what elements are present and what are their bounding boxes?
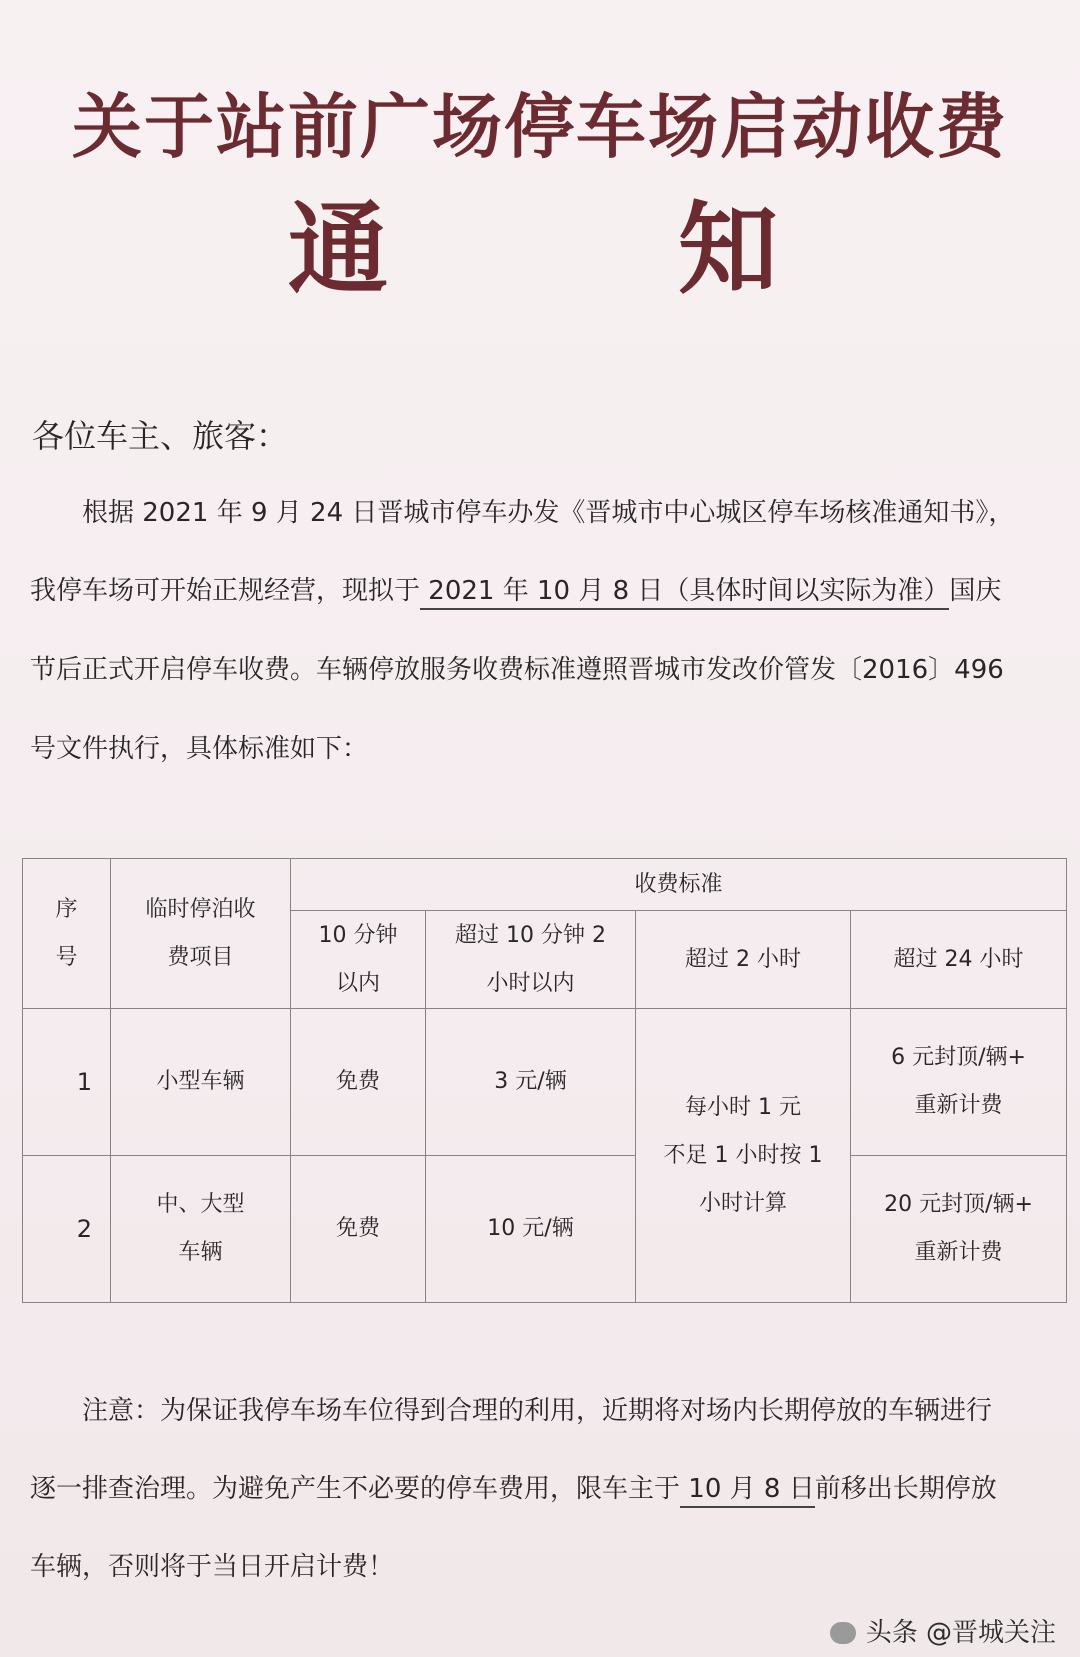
table-row [23,1156,1067,1303]
body-line-4: 号文件执行，具体标准如下： [30,734,369,764]
row-2-free: 免费 [291,1156,426,1303]
header-standard: 收费标准 [291,859,1067,911]
hourly-rate-cell: 每小时 1 元 不足 1 小时按 1 小时计算 [636,1009,851,1303]
effective-date-underlined: 2021 年 10 月 8 日（具体时间以实际为准） [420,576,949,610]
salutation: 各位车主、旅客： [32,417,289,455]
row-1-free: 免费 [291,1009,426,1156]
notice-line-3: 车辆，否则将于当日开启计费！ [30,1552,395,1582]
notice-line-2 [30,1476,997,1502]
row-1-seq: 1 [23,1009,111,1156]
notice-line-2-suffix: 前移出长期停放 [814,1474,997,1504]
subtitle-char-2: 知 [678,191,778,308]
header-over-24h: 超过 24 小时 [851,911,1067,1009]
notice-line-2-prefix: 逐一排查治理。为避免产生不必要的停车费用，限车主于 [30,1474,681,1504]
table-row [23,1009,1067,1156]
watermark-text: 头条 @晋城关注 [865,1618,1056,1648]
document-subtitle [0,191,1080,310]
body-line-3: 节后正式开启停车收费。车辆停放服务收费标准遵照晋城市发改价管发〔2016〕496 [30,655,1004,685]
subtitle-char-1: 通 [288,191,388,308]
fee-table [22,858,1067,1303]
notice-line-1: 注意：为保证我停车场车位得到合理的利用，近期将对场内长期停放的车辆进行 [82,1396,993,1426]
row-1-cap: 6 元封顶/辆+ 重新计费 [851,1009,1067,1156]
row-2-rate: 10 元/辆 [426,1156,636,1303]
chat-bubble-icon [830,1622,856,1644]
body-paragraph [30,500,1060,800]
header-under-2h: 超过 10 分钟 2 小时以内 [426,911,636,1009]
row-2-seq: 2 [23,1156,111,1303]
row-1-rate: 3 元/辆 [426,1009,636,1156]
deadline-underlined: 10 月 8 日 [680,1474,815,1508]
body-line-2-suffix: 国庆 [949,576,1002,606]
header-10min: 10 分钟 以内 [291,911,426,1009]
header-seq: 序 号 [23,859,111,1009]
row-2-item: 中、大型 车辆 [111,1156,291,1303]
document-title: 关于站前广场停车场启动收费 [72,86,1008,168]
watermark [830,1620,1056,1646]
row-1-item: 小型车辆 [111,1009,291,1156]
body-line-2-prefix: 我停车场可开始正规经营，现拟于 [30,576,421,606]
body-line-2 [30,578,1001,604]
table-header-row [23,859,1067,911]
notice-paragraph [30,1398,1060,1598]
body-line-1: 根据 2021 年 9 月 24 日晋城市停车办发《晋城市中心城区停车场核准通知书》， [82,498,1015,528]
header-item: 临时停泊收 费项目 [111,859,291,1009]
row-2-cap: 20 元封顶/辆+ 重新计费 [851,1156,1067,1303]
header-over-2h: 超过 2 小时 [636,911,851,1009]
